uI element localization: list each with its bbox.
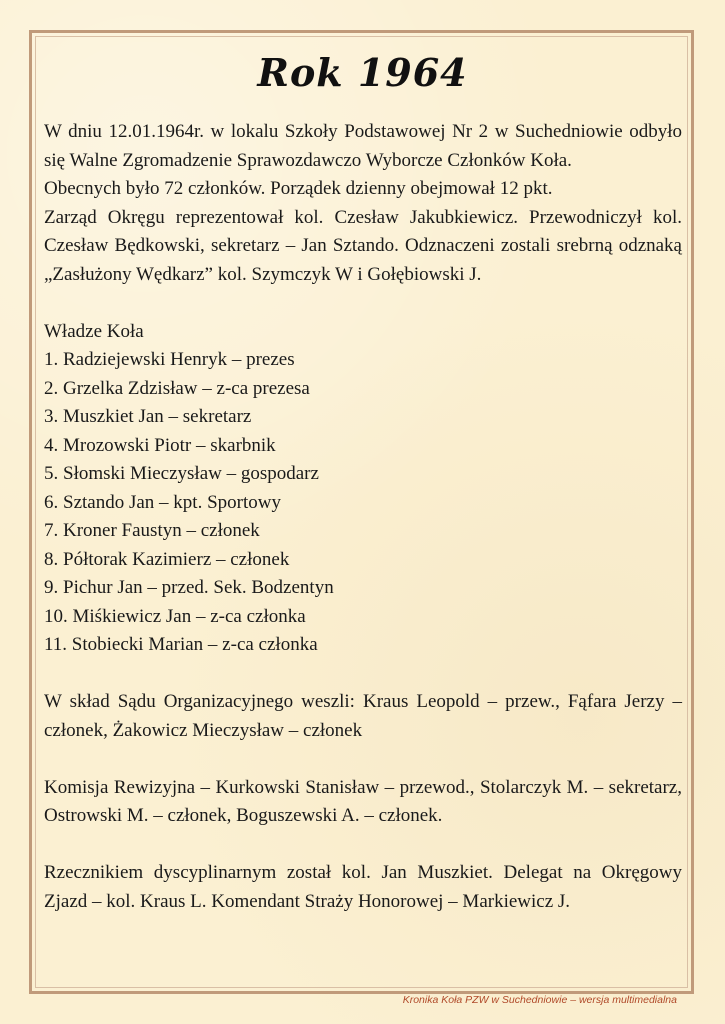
- page-footer: Kronika Koła PZW w Suchedniowie – wersja multimedialna: [402, 994, 677, 1006]
- list-item: 2. Grzelka Zdzisław – z-ca prezesa: [44, 377, 310, 399]
- discipline-paragraph: Rzecznikiem dyscyplinarnym został kol. Jan Muszkiet. Delegat na Okręgowy Zjazd – kol. Kraus L. Komendant Straży Honorowej – Markiewicz J.: [44, 862, 682, 912]
- list-item: 8. Półtorak Kazimierz – członek: [44, 548, 290, 570]
- list-item: 3. Muszkiet Jan – sekretarz: [44, 406, 252, 427]
- list-item: 6. Sztando Jan – kpt. Sportowy: [44, 491, 281, 513]
- list-item: 4. Mrozowski Piotr – skarbnik: [44, 434, 276, 456]
- spacer: [44, 660, 682, 689]
- spacer: [44, 289, 682, 318]
- list-item: 7. Kroner Faustyn – członek: [44, 520, 260, 541]
- list-item: 5. Słomski Mieczysław – gospodarz: [44, 463, 319, 484]
- page-title: Rok 1964: [257, 50, 468, 95]
- authorities-heading: Władze Koła: [44, 320, 144, 342]
- list-item: 1. Radziejewski Henryk – prezes: [44, 349, 295, 370]
- court-paragraph: W skład Sądu Organizacyjnego weszli: Kraus Leopold – przew., Fąfara Jerzy – członek, Żakowicz Mieczysław – członek: [44, 691, 682, 741]
- spacer: [44, 831, 682, 860]
- authorities-list: [44, 346, 682, 660]
- list-item: 10. Miśkiewicz Jan – z-ca członka: [44, 605, 306, 627]
- meeting-paragraph: W dniu 12.01.1964r. w lokalu Szkoły Podstawowej Nr 2 w Suchedniowie odbyło się Walne Zgromadzenie Sprawozdawczo Wyborcze Członków Koła.: [44, 121, 682, 171]
- audit-paragraph: Komisja Rewizyjna – Kurkowski Stanisław – przewod., Stolarczyk M. – sekretarz, Ostrowski M. – członek, Boguszewski A. – członek.: [44, 776, 682, 826]
- district-paragraph: Zarząd Okręgu reprezentował kol. Czesław Jakubkiewicz. Przewodniczył kol. Czesław Będkowski, sekretarz – Jan Sztando. Odznaczeni zostali srebrną odznaką „Zasłużony Wędkarz” kol. Szymczyk W i Gołębiowski J.: [44, 206, 682, 285]
- attendance-paragraph: Obecnych było 72 członków. Porządek dzienny obejmował 12 pkt.: [44, 178, 553, 199]
- spacer: [44, 745, 682, 774]
- list-item: 11. Stobiecki Marian – z-ca członka: [44, 634, 318, 655]
- list-item: 9. Pichur Jan – przed. Sek. Bodzentyn: [44, 577, 334, 598]
- document-body: [44, 118, 682, 916]
